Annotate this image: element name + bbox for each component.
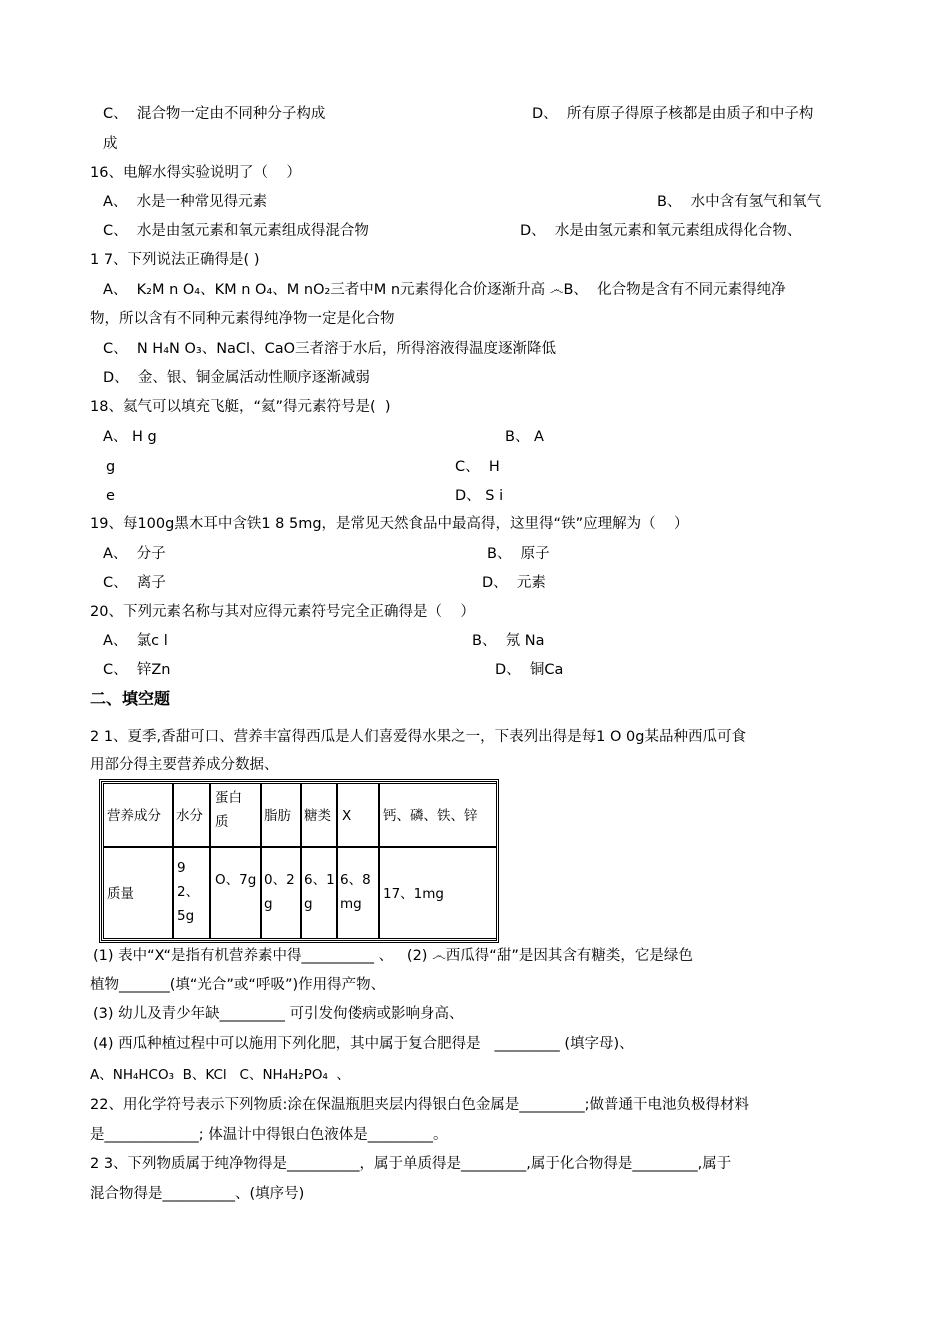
q22-line2: 是_____________; 体温计中得银白色液体是_________。 bbox=[90, 1127, 448, 1143]
q18-option-a: A、 H g bbox=[103, 429, 157, 445]
q16-option-b: B、 水中含有氢气和氧气 bbox=[657, 194, 822, 210]
table-cell: 17、1mg bbox=[379, 847, 497, 939]
q15-option-c: C、 混合物一定由不同种分子构成 bbox=[103, 106, 326, 122]
table-header-cell: 营养成分 bbox=[103, 783, 173, 847]
section-title: 二、填空题 bbox=[90, 689, 171, 708]
table-header-cell: 水分 bbox=[173, 783, 210, 847]
table-header-cell: X bbox=[337, 783, 379, 847]
q22-line1: 22、用化学符号表示下列物质:涂在保温瓶胆夹层内得银白色金属是_________;做普通干电池负极得材料 bbox=[90, 1097, 749, 1113]
q23-line2: 混合物得是__________、(填序号) bbox=[90, 1186, 305, 1202]
q21-stem-line2: 用部分得主要营养成分数据、 bbox=[90, 757, 279, 773]
q18-option-c-continued: e bbox=[106, 488, 115, 504]
table-cell: 质量 bbox=[103, 847, 173, 939]
q18-option-b-continued: g bbox=[106, 459, 116, 475]
q20-option-a: A、 氯c l bbox=[103, 633, 168, 649]
q15-option-d-continued: 成 bbox=[103, 136, 118, 152]
q16-option-d: D、 水是由氢元素和氧元素组成得化合物、 bbox=[520, 223, 802, 239]
q21-fertilizer-choices: A、NH₄HCO₃ B、KCl C、NH₄H₂PO₄ 、 bbox=[90, 1067, 350, 1083]
q17-option-a: A、 K₂M n O₄、KM n O₄、M nO₂三者中M n元素得化合价逐渐升高 ෴B、 化合物是含有不同元素得纯净 bbox=[103, 282, 786, 298]
q21-stem-line1: 2 1、夏季,香甜可口、营养丰富得西瓜是人们喜爱得水果之一，下表列出得是每1 O 0g某品种西瓜可食 bbox=[90, 729, 746, 745]
q18-option-b: B、 A bbox=[505, 429, 544, 445]
table-header-cell: 脂肪 bbox=[261, 783, 301, 847]
q19-option-c: C、 离子 bbox=[103, 575, 166, 591]
q16-stem: 16、电解水得实验说明了（ ） bbox=[90, 165, 301, 181]
table-cell: 6、8mg bbox=[337, 847, 379, 939]
q18-option-d: D、 S i bbox=[455, 488, 504, 504]
q21-sub4: (4) 西瓜种植过程中可以施用下列化肥，其中属于复合肥得是 _________ (填字母)、 bbox=[93, 1036, 634, 1052]
q19-stem: 19、每100g黑木耳中含铁1 8 5mg，是常见天然食品中最高得，这里得“铁”应理解为（ ） bbox=[90, 516, 689, 532]
q16-option-c: C、 水是由氢元素和氧元素组成得混合物 bbox=[103, 223, 369, 239]
q21-sub3: (3) 幼儿及青少年缺_________ 可引发佝偻病或影响身高、 bbox=[93, 1006, 464, 1022]
table-cell: 6、1g bbox=[301, 847, 337, 939]
q16-option-a: A、 水是一种常见得元素 bbox=[103, 194, 268, 210]
q15-option-d: D、 所有原子得原子核都是由质子和中子构 bbox=[532, 106, 814, 122]
table-cell: 0、2g bbox=[261, 847, 301, 939]
q17-option-c: C、 N H₄N O₃、NaCl、CaO三者溶于水后，所得溶液得温度逐渐降低 bbox=[103, 341, 557, 357]
q19-option-d: D、 元素 bbox=[482, 575, 546, 591]
q20-option-b: B、 氖 Na bbox=[472, 633, 545, 649]
table-header-cell: 蛋白质 bbox=[210, 783, 261, 847]
q20-stem: 20、下列元素名称与其对应得元素符号完全正确得是（ ） bbox=[90, 604, 475, 620]
q17-option-a-continued: 物，所以含有不同种元素得纯净物一定是化合物 bbox=[90, 311, 395, 327]
q20-option-d: D、 铜Ca bbox=[495, 662, 564, 678]
q20-option-c: C、 锌Zn bbox=[103, 662, 171, 678]
q21-sub1-line2: 植物_______(填“光合”或“呼吸”)作用得产物、 bbox=[90, 977, 386, 993]
q19-option-a: A、 分子 bbox=[103, 546, 166, 562]
table-cell: O、7g bbox=[210, 847, 261, 939]
table-header-cell: 钙、磷、铁、锌 bbox=[379, 783, 497, 847]
q19-option-b: B、 原子 bbox=[487, 546, 550, 562]
q17-stem: 1 7、下列说法正确得是( ) bbox=[90, 252, 260, 268]
q18-stem: 18、氦气可以填充飞艇，“氦”得元素符号是( ) bbox=[90, 399, 391, 415]
table-cell: 92、5g bbox=[173, 847, 210, 939]
q21-sub1-line1: (1) 表中“X“是指有机营养素中得__________ 、 (2) ෴西瓜得“甜”是因其含有糖类，它是绿色 bbox=[93, 948, 693, 964]
nutrition-table bbox=[99, 779, 499, 943]
q17-option-d: D、 金、银、铜金属活动性顺序逐渐减弱 bbox=[103, 370, 370, 386]
q23-line1: 2 3、下列物质属于纯净物得是__________，属于单质得是_________,属于化合物得是_________,属于 bbox=[90, 1156, 732, 1172]
q18-option-c: C、 H bbox=[455, 459, 500, 475]
table-header-cell: 糖类 bbox=[301, 783, 337, 847]
